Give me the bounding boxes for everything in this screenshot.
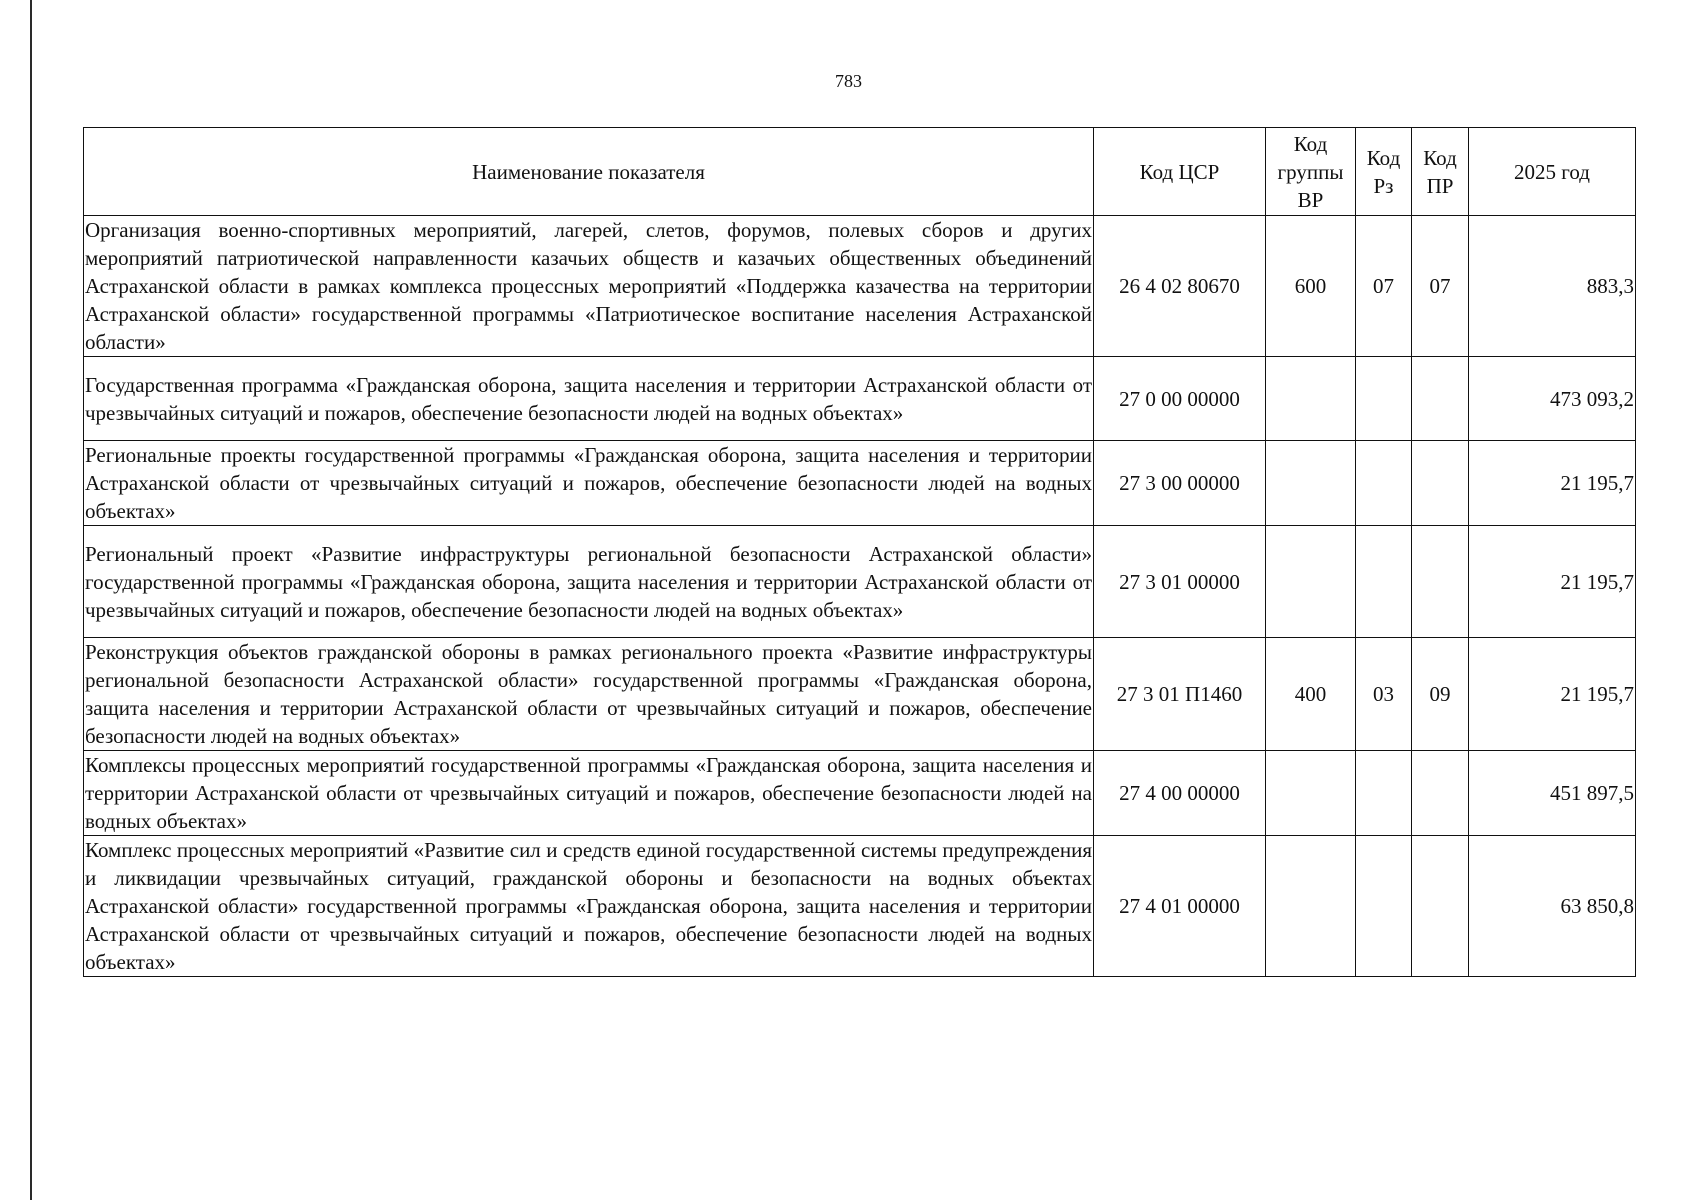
row-value: 451 897,5 [1469, 751, 1636, 836]
row-rz-code: 03 [1356, 638, 1412, 751]
row-rz-code [1356, 836, 1412, 977]
row-csr-code: 27 0 00 00000 [1094, 357, 1266, 441]
row-name: Организация военно-спортивных мероприятий, лагерей, слетов, форумов, полевых сборов и других мероприятий патриотической направленности казачьих обществ и казачьих общественных объединений Астраханской области в рамках комплекса процессных мероприятий «Поддержка казачества на территории Астраханской области» государственной программы «Патриотическое воспитание населения Астраханской области» [84, 216, 1094, 357]
row-name: Комплекс процессных мероприятий «Развитие сил и средств единой государственной системы предупреждения и ликвидации чрезвычайных ситуаций, гражданской обороны и безопасности на водных объектах Астраханской области» государственной программы «Гражданская оборона, защита населения и территории Астраханской области от чрезвычайных ситуаций и пожаров, обеспечение безопасности людей на водных объектах» [84, 836, 1094, 977]
row-pr-code [1412, 836, 1469, 977]
table-row [84, 638, 1636, 751]
row-pr-code [1412, 526, 1469, 638]
row-value: 21 195,7 [1469, 441, 1636, 526]
row-value: 473 093,2 [1469, 357, 1636, 441]
table-row [84, 751, 1636, 836]
row-rz-code [1356, 441, 1412, 526]
row-value: 63 850,8 [1469, 836, 1636, 977]
table-row [84, 836, 1636, 977]
row-name: Реконструкция объектов гражданской обороны в рамках регионального проекта «Развитие инфраструктуры региональной безопасности Астраханской области» государственной программы «Гражданская оборона, защита населения и территории Астраханской области от чрезвычайных ситуаций и пожаров, обеспечение безопасности людей на водных объектах» [84, 638, 1094, 751]
row-pr-code [1412, 357, 1469, 441]
row-vr-code [1266, 357, 1356, 441]
page-number: 783 [835, 71, 862, 91]
table-row [84, 441, 1636, 526]
row-name: Государственная программа «Гражданская оборона, защита населения и территории Астраханской области от чрезвычайных ситуаций и пожаров, обеспечение безопасности людей на водных объектах» [84, 357, 1094, 441]
header-csr-code: Код ЦСР [1094, 128, 1266, 216]
row-pr-code: 07 [1412, 216, 1469, 357]
row-value: 21 195,7 [1469, 526, 1636, 638]
header-pr-code: Код ПР [1412, 128, 1469, 216]
row-pr-code [1412, 751, 1469, 836]
header-name: Наименование показателя [84, 128, 1094, 216]
row-name: Региональный проект «Развитие инфраструктуры региональной безопасности Астраханской области» государственной программы «Гражданская оборона, защита населения и территории Астраханской области от чрезвычайных ситуаций и пожаров, обеспечение безопасности людей на водных объектах» [84, 526, 1094, 638]
header-vr-code: Код группы ВР [1266, 128, 1356, 216]
row-vr-code [1266, 526, 1356, 638]
row-pr-code: 09 [1412, 638, 1469, 751]
row-vr-code [1266, 751, 1356, 836]
table-row [84, 526, 1636, 638]
budget-table [83, 127, 1636, 977]
row-value: 883,3 [1469, 216, 1636, 357]
header-rz-code: Код Рз [1356, 128, 1412, 216]
row-rz-code [1356, 526, 1412, 638]
table-header-row [84, 128, 1636, 216]
row-vr-code [1266, 441, 1356, 526]
row-vr-code [1266, 836, 1356, 977]
row-value: 21 195,7 [1469, 638, 1636, 751]
table-row [84, 216, 1636, 357]
row-pr-code [1412, 441, 1469, 526]
row-rz-code: 07 [1356, 216, 1412, 357]
row-csr-code: 27 3 01 П1460 [1094, 638, 1266, 751]
row-vr-code: 400 [1266, 638, 1356, 751]
table-row [84, 357, 1636, 441]
row-csr-code: 26 4 02 80670 [1094, 216, 1266, 357]
row-vr-code: 600 [1266, 216, 1356, 357]
row-rz-code [1356, 357, 1412, 441]
row-name: Комплексы процессных мероприятий государственной программы «Гражданская оборона, защита населения и территории Астраханской области от чрезвычайных ситуаций и пожаров, обеспечение безопасности людей на водных объектах» [84, 751, 1094, 836]
row-name: Региональные проекты государственной программы «Гражданская оборона, защита населения и территории Астраханской области от чрезвычайных ситуаций и пожаров, обеспечение безопасности людей на водных объектах» [84, 441, 1094, 526]
row-rz-code [1356, 751, 1412, 836]
header-year: 2025 год [1469, 128, 1636, 216]
left-margin-line [30, 0, 32, 1200]
row-csr-code: 27 3 01 00000 [1094, 526, 1266, 638]
row-csr-code: 27 4 00 00000 [1094, 751, 1266, 836]
row-csr-code: 27 3 00 00000 [1094, 441, 1266, 526]
row-csr-code: 27 4 01 00000 [1094, 836, 1266, 977]
